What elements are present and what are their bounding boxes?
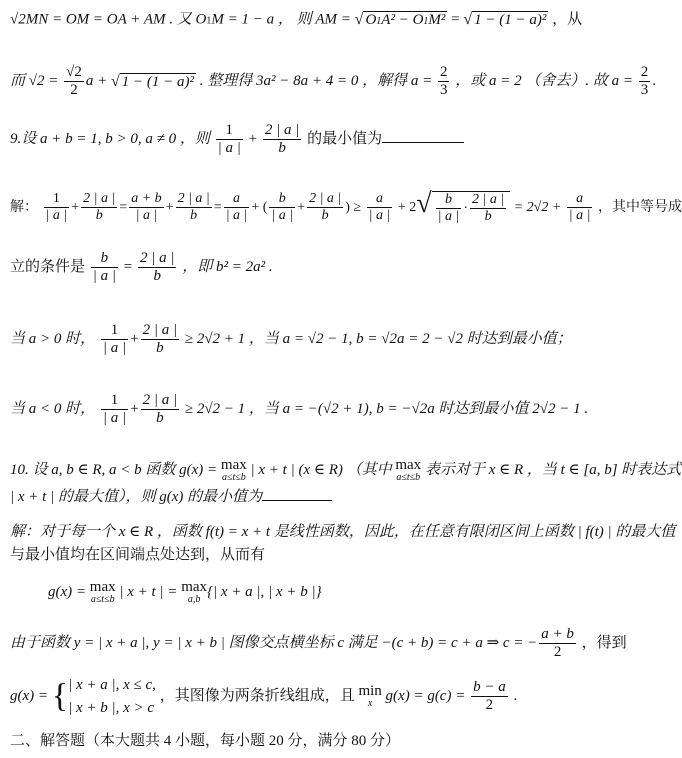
numerator: 2 | a | [141, 392, 180, 410]
denominator: | a | [102, 340, 127, 357]
max-operator [221, 458, 247, 483]
operator-subscript: x [367, 698, 373, 709]
fraction [141, 392, 180, 428]
solution-10-line-1 [10, 525, 676, 540]
text: ) ≥ [345, 199, 365, 215]
text: g(x) = [48, 583, 90, 600]
fraction [91, 250, 118, 286]
operator-subscript: a≤t≤b [221, 472, 246, 483]
text: ，即 b² = 2a² . [178, 259, 273, 276]
text: 由于函数 y = | x + a |, y = | x + b | 图像交点横坐标 c 满足 −(c + b) = c + a ⇒ c = − [10, 635, 538, 652]
fraction [176, 191, 212, 224]
denominator: | a | [437, 209, 460, 225]
numerator: 2 | a | [176, 191, 212, 208]
text: √2MN = OM = OA + AM . 又 O [10, 11, 207, 28]
solution-9-line-2 [10, 250, 676, 286]
min-operator [358, 684, 381, 709]
text: + ( [251, 199, 268, 215]
fraction [470, 192, 506, 225]
solution-9-line-1: 解： $\frac{1}{| a |}$ + $\frac{2 | a |}{b}$ = $\frac{a + b}{| a |}$ + $\frac{2 | a |}{b}$ = $\frac{a}{| a |}$ + ( $\frac{b}{| a |}$ + $\frac{2 | a |}{b}$ ) ≥ $\frac{a}{| a |}$ + 2√ $\frac{b}{| a |}$ · $\frac{2 | a |}{b}$ = 2√2 + $\frac{a}{| a |}$ ，其中等号成 [10, 188, 682, 225]
denominator: b [484, 209, 492, 225]
text: 解： [10, 199, 38, 215]
text: + [244, 131, 261, 148]
text: 9.设 a + b = 1, b > 0, a ≠ 0 ，则 [10, 131, 214, 148]
numerator: 1 [101, 322, 128, 340]
numerator: 1 [44, 191, 70, 208]
denominator: b [153, 268, 161, 285]
solution-10-piecewise [10, 674, 676, 719]
numerator: 2 | a | [138, 250, 177, 268]
section-title: 二、解答题（本大题共 4 小题，每小题 20 分，满分 80 分） [10, 733, 401, 749]
numerator: 2 | a | [470, 192, 506, 209]
text: | x + t | 的最大值），则 g(x) 的最小值为 [10, 489, 263, 505]
max-operator [395, 458, 421, 483]
text: . 整理得 3a² − 8a + 4 = 0 ，解得 a = [195, 73, 436, 90]
case-row: | x + b |, x > c [68, 699, 155, 716]
max-operator [181, 580, 207, 605]
text: = [120, 259, 136, 276]
solution-10-line-2 [10, 548, 676, 563]
text: 而 √2 = [10, 73, 63, 90]
text: ≥ 2√2 − 1 ，当 a = −(√2 + 1), b = −√2a 时达到最小值 2√2 − 1 . [181, 401, 589, 418]
fraction [101, 322, 128, 358]
denominator: | a | [271, 208, 294, 224]
fraction [141, 322, 180, 358]
fraction [269, 191, 295, 224]
numerator: b − a [471, 679, 508, 697]
section-heading-answer-questions [10, 734, 676, 749]
text: ，其图像为两条折线组成，且 [155, 687, 359, 704]
text: 1 − (1 − a)² [474, 12, 547, 28]
numerator: a + b [129, 191, 163, 208]
numerator: a [224, 191, 250, 208]
fraction [367, 191, 393, 224]
numerator: 2 | a | [307, 191, 343, 208]
fraction [224, 191, 250, 224]
fraction [44, 191, 70, 224]
numerator: a + b [539, 626, 576, 644]
numerator: 2 [438, 64, 450, 82]
piecewise-cases [68, 674, 156, 719]
denominator: | a | [368, 208, 391, 224]
fraction [101, 392, 128, 428]
text: 的最小值为 [303, 131, 383, 148]
numerator: 2 | a | [81, 191, 117, 208]
text: | x + t | (x ∈ R) （其中 [246, 461, 396, 478]
denominator: b [278, 140, 286, 157]
numerator: b [269, 191, 295, 208]
denominator: 3 [640, 82, 649, 99]
fraction [263, 122, 302, 158]
operator-label: max [220, 457, 247, 473]
denominator: b [156, 410, 164, 427]
numerator: b [91, 250, 118, 268]
answer-blank [382, 130, 464, 143]
operator-label: max [89, 579, 116, 595]
denominator: | a | [92, 268, 117, 285]
text: . [509, 687, 518, 704]
text: = 2√2 + [510, 199, 565, 215]
fraction [64, 64, 84, 100]
fraction [81, 191, 117, 224]
fraction [438, 64, 450, 100]
case-row: | x + a |, x ≤ c, [68, 677, 156, 693]
denominator: | a | [217, 140, 241, 157]
denominator: | a | [225, 208, 248, 224]
text: 10. 设 a, b ∈ R, a < b 函数 g(x) = [10, 461, 221, 478]
text: 解：对于每一个 x ∈ R ，函数 f(t) = x + t 是线性函数，因此，在任意有限闭区间上函数 | f(t) | 的最大值 [10, 524, 676, 540]
solution-10-gx-max [48, 580, 676, 605]
text: {| x + a |, | x + b |} [207, 583, 322, 600]
fraction [639, 64, 651, 100]
fraction [307, 191, 343, 224]
denominator: b [156, 340, 164, 357]
fraction [138, 250, 177, 286]
denominator: b [95, 208, 103, 224]
fraction [567, 191, 593, 224]
numerator: 2 | a | [263, 122, 302, 140]
text: A² − O [381, 12, 424, 28]
numerator: a [567, 191, 593, 208]
solution-10-intersection [10, 626, 676, 662]
text: M = 1 − a ， 则 AM = [211, 11, 355, 28]
denominator: b [190, 208, 198, 224]
numerator: 1 [216, 122, 243, 140]
sqrt-expression: √ 1 − (1 − a)² [463, 11, 547, 28]
fraction [129, 191, 163, 224]
solution-line-1: √2MN = OM = OA + AM . 又 O1M = 1 − a ， 则 AM = √ O1A² − O1M² = √ 1 − (1 − a)² ，从 [10, 11, 583, 28]
text: + 2 [394, 199, 417, 215]
operator-subscript: a,b [187, 594, 201, 605]
text: a + [85, 73, 111, 90]
text: g(x) = [10, 687, 52, 704]
text: O [365, 12, 377, 28]
denominator: | a | [568, 208, 591, 224]
question-9 [10, 122, 676, 158]
denominator: 2 [485, 697, 494, 713]
denominator: | a | [135, 208, 158, 224]
text: 1 − (1 − a)² [121, 73, 194, 90]
numerator: √2 [64, 64, 84, 82]
sqrt-expression: √ 1 − (1 − a)² [110, 72, 194, 90]
operator-subscript: a≤t≤b [396, 472, 421, 483]
text: | x + t | = [115, 583, 182, 600]
text: ，或 a = 2 （舍去）. 故 a = [451, 73, 637, 90]
denominator: 3 [439, 82, 448, 99]
fraction [539, 626, 576, 662]
solution-9-case-negative: 当 a < 0 时， $\frac{1}{| a |}$ + $\frac{2 | a |}{b}$ ≥ 2√2 − 1 ，当 a = −(√2 + 1), b = −√2a 时达到最小值 2√2 − 1 . [10, 392, 589, 427]
answer-blank [262, 488, 332, 501]
denominator: | a | [45, 208, 68, 224]
question-10-line-2 [10, 488, 676, 505]
max-operator [90, 580, 116, 605]
text: = [447, 11, 464, 28]
numerator: 2 [639, 64, 651, 82]
text: 当 a > 0 时， [10, 331, 99, 348]
question-10-line-1 [10, 457, 682, 483]
operator-label: min [358, 683, 382, 699]
operator-subscript: a≤t≤b [90, 594, 115, 605]
solution-9-case-positive: 当 a > 0 时， $\frac{1}{| a |}$ + $\frac{2 | a |}{b}$ ≥ 2√2 + 1 ，当 a = √2 − 1, b = √2a = 2 − √2 时达到最小值； [10, 322, 572, 357]
sqrt-expression: √ O1A² − O1M² [354, 11, 446, 28]
text: ≥ 2√2 + 1 ，当 a = √2 − 1, b = √2a = 2 − √2 时达到最小值； [181, 331, 572, 348]
text: 表示对于 x ∈ R ，当 t ∈ [a, b] 时表达式 [421, 461, 682, 478]
text: 立的条件是 [10, 259, 89, 276]
operator-label: max [395, 457, 422, 473]
sqrt-expression: √ $\frac{b}{| a |}$ · $\frac{2 | a |}{b}$ [416, 190, 510, 225]
operator-label: max [181, 579, 208, 595]
text: . [652, 73, 656, 90]
denominator: | a | [102, 410, 127, 427]
fraction [436, 192, 462, 225]
fraction [216, 122, 243, 158]
left-brace: { [51, 677, 69, 715]
fraction [471, 679, 508, 715]
numerator: 1 [101, 392, 128, 410]
solution-line-2 [10, 64, 676, 100]
numerator: 2 | a | [141, 322, 180, 340]
text: M² [428, 12, 446, 28]
text: ，从 [548, 11, 583, 28]
text: 与最小值均在区间端点处达到，从而有 [10, 547, 266, 563]
text: g(x) = g(c) = [381, 687, 470, 704]
text: 当 a < 0 时， [10, 401, 99, 418]
denominator: 2 [553, 644, 562, 661]
denominator: b [321, 208, 329, 224]
denominator: 2 [70, 82, 78, 99]
text: ，其中等号成 [594, 199, 682, 215]
numerator: a [367, 191, 393, 208]
numerator: b [436, 192, 462, 209]
text: ，得到 [577, 635, 627, 652]
